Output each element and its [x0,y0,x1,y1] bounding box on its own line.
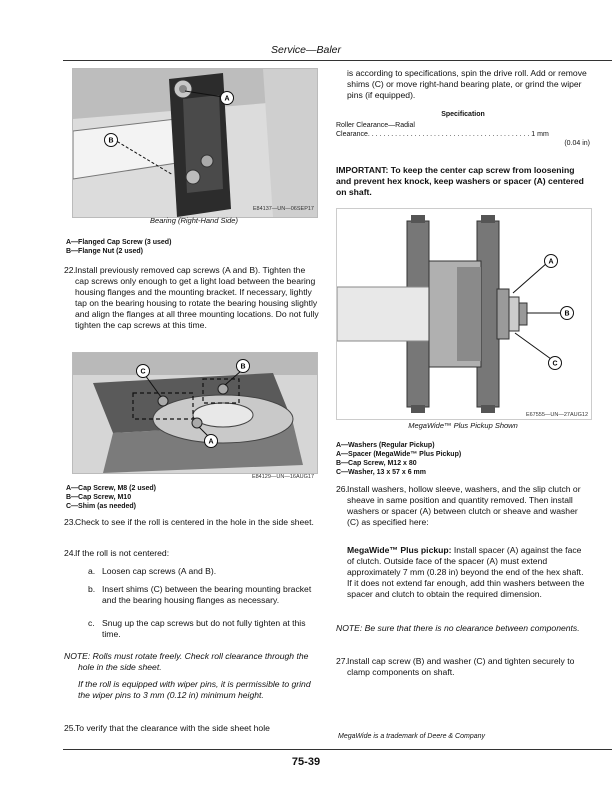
spec-block [336,121,590,148]
step-22 [64,265,320,331]
substep-b [88,584,320,606]
substep-letter: c. [88,618,95,628]
svg-text:C: C [140,368,146,376]
step-text: Check to see if the roll is centered in the hole in the side sheet. [75,517,314,527]
page-number: 75-39 [291,756,321,768]
legend-item: B—Cap Screw, M12 x 80 [336,460,417,467]
callout-b [105,134,118,147]
megawide-figure [336,208,592,420]
note-text: NOTE: Be sure that there is no clearance between components. [336,623,580,633]
spec-name: Roller Clearance—Radial [336,122,415,129]
bearing-illustration [73,69,317,217]
figure-id: E84137—UN—06SEP17 [252,206,314,212]
footer-rule [63,749,612,750]
substep-text: Loosen cap screws (A and B). [102,566,217,576]
megawide-illustration [337,209,591,419]
note-clearance [336,623,590,634]
substep-a [88,566,320,577]
megawide-text: Install spacer (A) against the face of clutch. Outside face of the spacer (A) must extend approximately 7 mm (0.28 in) beyond the end of the hex shaft. If it does not extend far enough, add thin washers between the spacer and clutch to obtain the required dimension. [347,545,585,599]
megawide-label: MegaWide™ Plus pickup: [347,545,452,555]
step-text: Install previously removed cap screws (A and B). Tighten the cap screws only enough to get a light load between the bearing housing flanges and the mounting bracket. If necessary, lightly tap on the bearing housing to rotate the bearing housing slightly and align the flanges at all three mounting locations. Do not fully tighten the cap screws at this time. [75,265,319,330]
spec-value-alt: (0.04 in) [564,140,590,147]
svg-text:B: B [564,310,570,318]
figure-caption: Bearing (Right-Hand Side) [150,216,238,225]
step-number: 23. [64,517,76,527]
svg-text:A: A [224,95,230,103]
spec-title: Specification [441,111,485,118]
step-number: 27. [336,656,348,666]
header-rule [63,60,612,61]
callout-a [205,435,218,448]
step-text: To verify that the clearance with the side sheet hole [75,723,270,733]
step-25 [64,723,320,734]
important-note: IMPORTANT: To keep the center cap screw from loosening and prevent hex knock, keep washers or spacer (A) centered on shaft. [336,165,584,197]
substep-letter: a. [88,566,96,576]
figure-id: E67555—UN—27AUG12 [525,412,588,418]
figure-legend [66,238,171,256]
substep-text: Insert shims (C) between the bearing mounting bracket and the bearing housing flanges as necessary. [102,584,312,605]
step-26 [336,484,590,528]
step-number: 26. [336,484,348,494]
bearing-figure [72,68,318,218]
callout-a [221,92,234,105]
step-number: 25. [64,723,76,733]
svg-text:A: A [548,258,554,266]
legend-item: C—Washer, 13 x 57 x 6 mm [336,469,427,476]
figure-legend [66,484,156,511]
capscrew-figure [72,352,318,474]
figure-legend [336,441,461,477]
legend-item: A—Spacer (MegaWide™ Plus Pickup) [336,451,462,458]
step-24 [64,548,320,559]
svg-text:A: A [208,438,214,446]
substep-text: Snug up the cap screws but do not fully tighten at this time. [102,618,306,639]
step-text: If the roll is not centered: [75,548,170,558]
trademark-footnote: MegaWide is a trademark of Deere & Company [338,733,485,740]
step-number: 24. [64,548,76,558]
note-text: NOTE: Rolls must rotate freely. Check roll clearance through the hole in the side sheet. [64,651,309,672]
legend-item: A—Cap Screw, M8 (2 used) [66,485,156,492]
step-25-continued [336,68,590,101]
step-text: Install cap screw (B) and washer (C) and tighten securely to clamp components on shaft. [347,656,575,677]
step-27 [336,656,590,678]
callout-a [545,255,558,268]
spec-value: Clearance. . . . . . . . . . . . . . . . . . . . . . . . . . . . . . . . . . . . . . . . . . 1 mm [336,131,549,138]
substep-c [88,618,320,640]
callout-c [549,357,562,370]
callout-c [137,365,150,378]
substep-letter: b. [88,584,96,594]
step-text: Install washers, hollow sleeve, washers, and the slip clutch or sheave in same position and quantity removed. Then install washers or spacer (A) between clutch or sheave and washer (C) as specified here: [347,484,581,527]
legend-item: A—Flanged Cap Screw (3 used) [66,239,172,246]
megawide-instruction [347,545,590,600]
step-23 [64,517,320,528]
note-continuation: If the roll is equipped with wiper pins, it is permissible to grind the wiper pins to 3 mm (0.12 in) minimum height. [78,679,311,700]
note-rolls [64,651,320,701]
step-text: is according to specifications, spin the drive roll. Add or remove shims (C) or move right-hand bearing plate, or grind the wiper pins (if equipped). [347,68,587,100]
figure-id: E84129—UN—16AUG17 [251,474,314,480]
legend-item: C—Shim (as needed) [66,503,137,510]
legend-item: A—Washers (Regular Pickup) [336,442,435,449]
svg-text:B: B [108,137,114,145]
legend-item: B—Cap Screw, M10 [66,494,132,501]
capscrew-illustration [73,353,317,473]
callout-b [561,307,574,320]
legend-item: B—Flange Nut (2 used) [66,248,144,255]
callout-b [237,360,250,373]
figure-caption: MegaWide™ Plus Pickup Shown [408,421,518,430]
step-number: 22. [64,265,76,275]
running-header: Service—Baler [270,44,342,56]
svg-text:B: B [240,363,246,371]
svg-text:C: C [552,360,558,368]
